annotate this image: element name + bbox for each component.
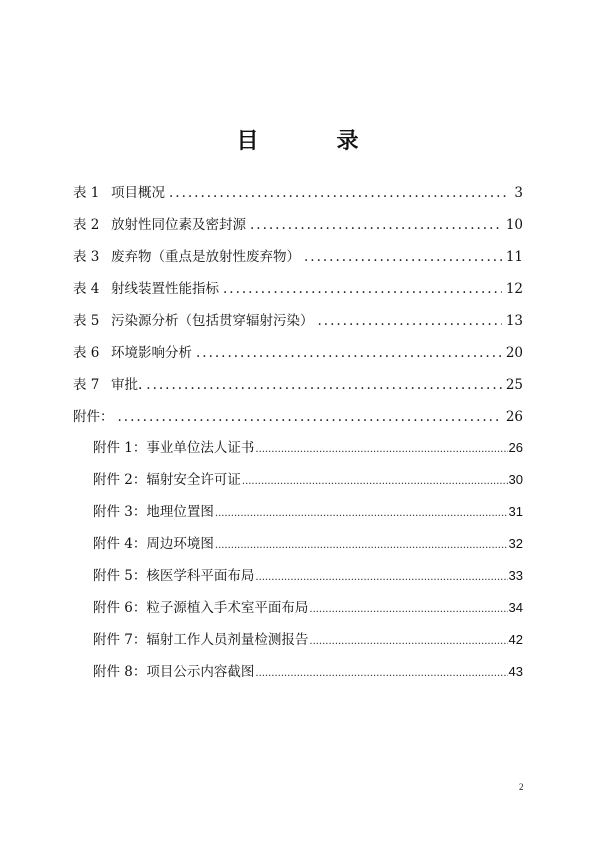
toc-leader-dots [250, 217, 502, 233]
toc-attachment-page: 31 [508, 504, 523, 519]
page-number: 2 [519, 782, 524, 792]
toc-leader-dots [215, 508, 508, 519]
toc-attachment-label: 附件 7：辐射工作人员剂量检测报告 [93, 632, 309, 648]
toc-entry-label: 审批. [111, 377, 143, 393]
toc-entry-number: 表 3 [73, 249, 100, 265]
toc-attachment-page: 33 [508, 568, 523, 583]
toc-entry-number: 表 4 [73, 281, 100, 297]
toc-attachment-3[interactable] [93, 500, 523, 522]
toc-title-left: 目 [236, 128, 259, 154]
toc-attachment-8[interactable] [93, 660, 523, 682]
toc-leader-dots [255, 572, 507, 583]
toc-attachment-page: 34 [508, 600, 523, 615]
toc-entry-label: 环境影响分析 [111, 345, 192, 361]
toc-leader-dots [242, 476, 508, 487]
toc-attachment-1[interactable] [93, 436, 523, 458]
toc-entry-page: 11 [505, 249, 523, 265]
toc-leader-dots [118, 409, 502, 425]
toc-attachment-label: 附件 4：周边环境图 [93, 536, 214, 552]
toc-leader-dots [223, 281, 502, 297]
toc-attachment-label: 附件 6：粒子源植入手术室平面布局 [93, 600, 309, 616]
toc-entry-number: 表 5 [73, 313, 100, 329]
toc-entry-table-2[interactable] [73, 213, 523, 235]
toc-entry-page: 25 [505, 377, 523, 393]
toc-attachment-6[interactable] [93, 596, 523, 618]
toc-leader-dots [255, 668, 507, 679]
toc-attachment-page: 42 [508, 632, 523, 647]
toc-entry-table-7[interactable] [73, 373, 523, 395]
toc-leader-dots [318, 313, 502, 329]
toc-entry-label: 污染源分析（包括贯穿辐射污染） [111, 313, 314, 329]
toc-attachment-4[interactable] [93, 532, 523, 554]
toc-entry-page: 26 [505, 409, 523, 425]
toc-leader-dots [304, 249, 502, 265]
toc-attachment-label: 附件 1：事业单位法人证书 [93, 440, 255, 456]
toc-entry-number: 表 7 [73, 377, 100, 393]
toc-attachment-5[interactable] [93, 564, 523, 586]
toc-leader-dots [146, 377, 502, 393]
toc-attachment-label: 附件 3：地理位置图 [93, 504, 214, 520]
toc-leader-dots [309, 636, 507, 647]
toc-attachment-label: 附件 5：核医学科平面布局 [93, 568, 255, 584]
toc-attachment-page: 30 [508, 472, 523, 487]
toc-entry-label: 废弃物（重点是放射性废弃物） [111, 249, 300, 265]
toc-entry-page: 10 [505, 217, 523, 233]
toc-attachment-page: 32 [508, 536, 523, 551]
toc-entry-page: 3 [514, 185, 523, 201]
toc-entry-page: 20 [505, 345, 523, 361]
toc-attachment-label: 附件 2：辐射安全许可证 [93, 472, 241, 488]
toc-attachment-page: 26 [508, 440, 523, 455]
toc-entry-attachments[interactable] [73, 405, 523, 427]
toc-entry-label: 射线装置性能指标 [111, 281, 219, 297]
toc-entry-number: 表 6 [73, 345, 100, 361]
toc-attachment-page: 43 [508, 664, 523, 679]
toc-entry-table-4[interactable] [73, 277, 523, 299]
toc-attachment-7[interactable] [93, 628, 523, 650]
toc-title [0, 124, 595, 155]
toc-entry-number: 表 1 [73, 185, 100, 201]
toc-attachment-2[interactable] [93, 468, 523, 490]
toc-leader-dots [169, 185, 507, 201]
toc-entry-label: 项目概况 [111, 185, 165, 201]
toc-entry-table-5[interactable] [73, 309, 523, 331]
toc-attachment-label: 附件 8：项目公示内容截图 [93, 664, 255, 680]
toc-entry-table-3[interactable] [73, 245, 523, 267]
toc-entry-number: 表 2 [73, 217, 100, 233]
toc-entry-label: 放射性同位素及密封源 [111, 217, 246, 233]
toc-entry-page: 13 [505, 313, 523, 329]
toc-leader-dots [309, 604, 507, 615]
toc-entry-label: 附件： [73, 409, 114, 425]
toc-leader-dots [255, 444, 507, 455]
toc-title-right: 录 [336, 128, 359, 154]
toc-leader-dots [215, 540, 508, 551]
toc-entry-table-1[interactable] [73, 181, 523, 203]
toc-entry-page: 12 [505, 281, 523, 297]
toc-leader-dots [196, 345, 502, 361]
toc-entry-table-6[interactable] [73, 341, 523, 363]
